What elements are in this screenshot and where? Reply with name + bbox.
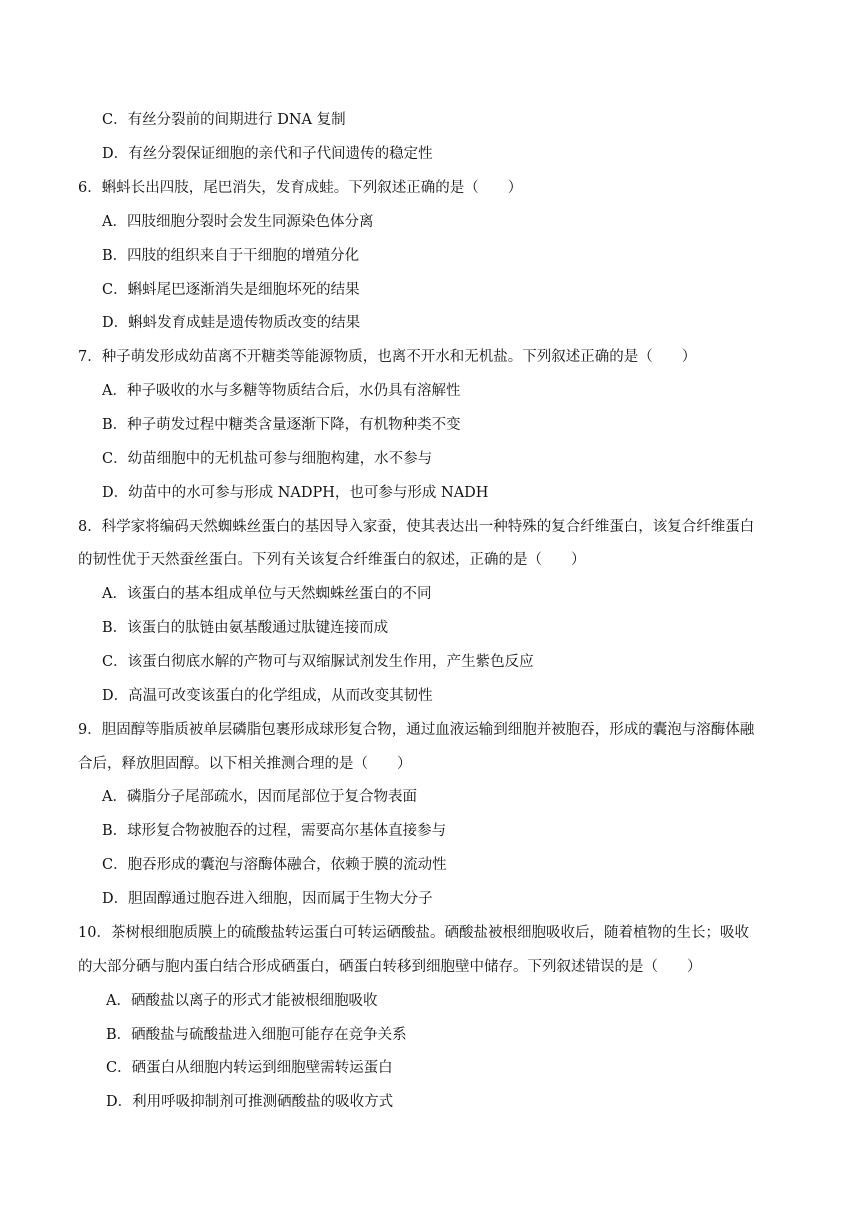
option-10b: B．硒酸盐与硫酸盐进入细胞可能存在竞争关系 [106,1027,407,1043]
option-6b: B．四肢的组织来自于干细胞的增殖分化 [102,248,360,264]
option-9a: A．磷脂分子尾部疏水，因而尾部位于复合物表面 [102,789,417,805]
question-6: 6．蝌蚪长出四肢，尾巴消失，发育成蛙。下列叙述正确的是（ ） [78,180,523,196]
option-9b: B．球形复合物被胞吞的过程，需要高尔基体直接参与 [102,823,447,839]
option-10c: C．硒蛋白从细胞内转运到细胞壁需转运蛋白 [106,1060,393,1076]
option-6d: D．蝌蚪发育成蛙是遗传物质改变的结果 [102,315,361,331]
option-8c: C．该蛋白彻底水解的产物可与双缩脲试剂发生作用，产生紫色反应 [102,654,534,670]
option-7d: D．幼苗中的水可参与形成 NADPH，也可参与形成 NADH [102,485,489,501]
option-5c: C．有丝分裂前的间期进行 DNA 复制 [102,112,346,128]
option-6a: A．四肢细胞分裂时会发生同源染色体分离 [102,214,374,230]
option-5d: D．有丝分裂保证细胞的亲代和子代间遗传的稳定性 [102,146,433,162]
option-9d: D．胆固醇通过胞吞进入细胞，因而属于生物大分子 [102,891,433,907]
option-7a: A．种子吸收的水与多糖等物质结合后，水仍具有溶解性 [102,383,461,399]
question-9-line-1: 9．胆固醇等脂质被单层磷脂包裹形成球形复合物，通过血液运输到细胞并被胞吞，形成的囊泡与溶酶体融 [78,722,755,738]
option-10d: D．利用呼吸抑制剂可推测硒酸盐的吸收方式 [106,1094,394,1110]
option-8a: A．该蛋白的基本组成单位与天然蜘蛛丝蛋白的不同 [102,586,432,602]
option-9c: C．胞吞形成的囊泡与溶酶体融合，依赖于膜的流动性 [102,857,447,873]
question-8-line-2: 的韧性优于天然蚕丝蛋白。下列有关该复合纤维蛋白的叙述，正确的是（ ） [78,552,586,568]
option-8d: D．高温可改变该蛋白的化学组成，从而改变其韧性 [102,688,433,704]
option-7b: B．种子萌发过程中糖类含量逐渐下降，有机物种类不变 [102,417,461,433]
option-7c: C．幼苗细胞中的无机盐可参与细胞构建，水不参与 [102,451,433,467]
question-10-line-1: 10．茶树根细胞质膜上的硫酸盐转运蛋白可转运硒酸盐。硒酸盐被根细胞吸收后，随着植物的生长；吸收 [78,925,749,941]
option-8b: B．该蛋白的肽链由氨基酸通过肽键连接而成 [102,620,389,636]
question-10-line-2: 的大部分硒与胞内蛋白结合形成硒蛋白，硒蛋白转移到细胞壁中储存。下列叙述错误的是（ ） [78,959,702,975]
question-8-line-1: 8．科学家将编码天然蜘蛛丝蛋白的基因导入家蚕，使其表达出一种特殊的复合纤维蛋白，该复合纤维蛋白 [78,519,755,535]
option-10a: A．硒酸盐以离子的形式才能被根细胞吸收 [106,993,378,1009]
option-6c: C．蝌蚪尾巴逐渐消失是细胞坏死的结果 [102,282,360,298]
question-9-line-2: 合后，释放胆固醇。以下相关推测合理的是（ ） [78,756,412,772]
question-7: 7．种子萌发形成幼苗离不开糖类等能源物质，也离不开水和无机盐。下列叙述正确的是（ ） [78,349,697,365]
